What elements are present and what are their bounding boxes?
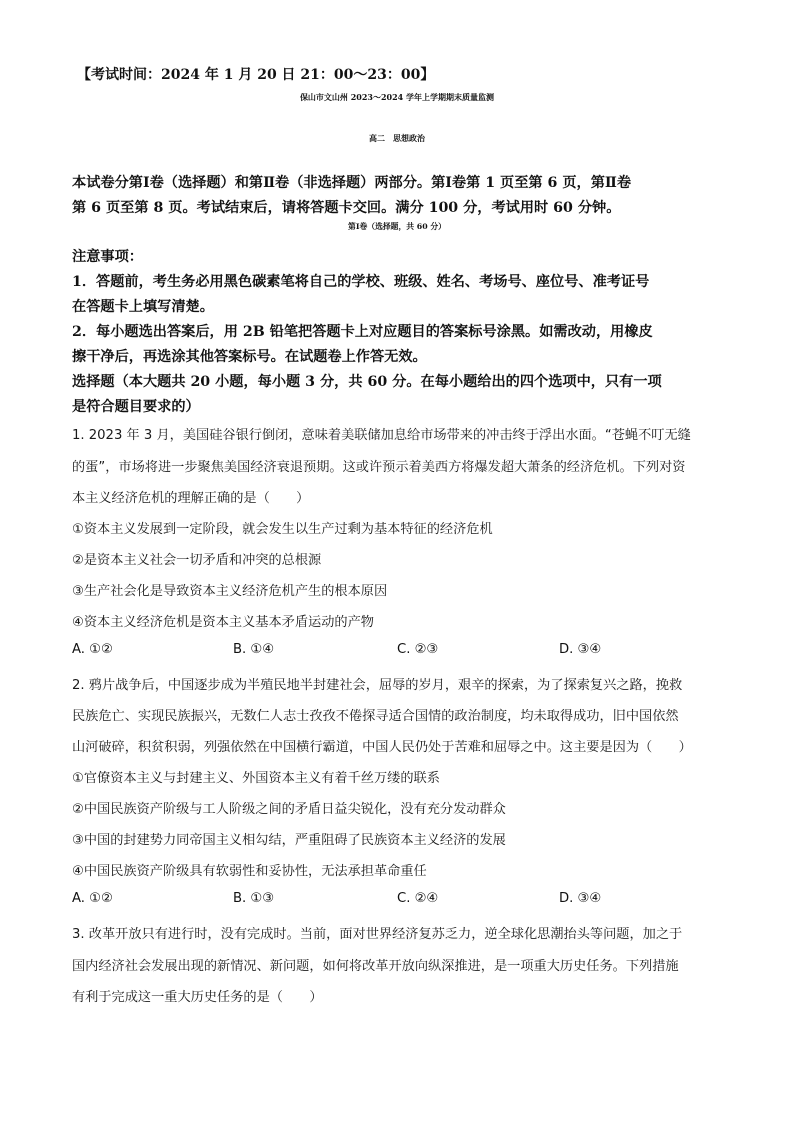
question-2-item-3: ③中国的封建势力同帝国主义相勾结，严重阻碍了民族资本主义经济的发展 [72, 833, 506, 848]
notes-heading: 注意事项： [72, 249, 143, 265]
section-title: 第Ⅰ卷（选择题，共 60 分） [348, 222, 446, 231]
question-1-option-c: C. ②③ [397, 642, 439, 657]
question-2-line-2: 民族危亡、实现民族振兴，无数仁人志士孜孜不倦探寻适合国情的政治制度，均未取得成功，旧中国依然 [72, 709, 679, 724]
question-2-item-1: ①官僚资本主义与封建主义、外国资本主义有着千丝万缕的联系 [72, 771, 440, 786]
instruction-line-1: 选择题（本大题共 20 小题，每小题 3 分，共 60 分。在每小题给出的四个选项中，只有一项 [72, 374, 662, 390]
question-1-line-2: 的蛋”，市场将进一步聚焦美国经济衰退预期。这或许预示着美西方将爆发超大萧条的经济危机。下列对资 [72, 460, 686, 475]
note-2-line-1: 2．每小题选出答案后，用 2B 铅笔把答题卡上对应题目的答案标号涂黑。如需改动，用橡皮 [72, 324, 653, 340]
question-1-line-3: 本主义经济危机的理解正确的是（ ） [72, 491, 310, 506]
question-1-item-3: ③生产社会化是导致资本主义经济危机产生的根本原因 [72, 584, 388, 599]
note-2-line-2: 擦干净后，再选涂其他答案标号。在试题卷上作答无效。 [72, 349, 427, 365]
question-2-line-3: 山河破碎，积贫积弱，列强依然在中国横行霸道，中国人民仍处于苦难和屈辱之中。这主要是因为（ ） [72, 740, 692, 755]
question-1-option-b: B. ①④ [233, 642, 275, 657]
question-2-item-4: ④中国民族资产阶级具有软弱性和妥协性，无法承担革命重任 [72, 864, 427, 879]
exam-time: 【考试时间：2024 年 1 月 20 日 21：00～23：00】 [77, 67, 435, 83]
question-1-option-d: D. ③④ [559, 642, 602, 657]
question-3-line-2: 国内经济社会发展出现的新情况、新问题，如何将改革开放向纵深推进，是一项重大历史任务。下列措施 [72, 959, 679, 974]
exam-subtitle: 高二 思想政治 [369, 133, 425, 143]
question-3-line-3: 有利于完成这一重大历史任务的是（ ） [72, 990, 323, 1005]
question-3-line-1: 3. 改革开放只有进行时，没有完成时。当前，面对世界经济复苏乏力，逆全球化思潮抬头等问题，加之于 [72, 927, 683, 942]
question-2-line-1: 2. 鸦片战争后，中国逐步成为半殖民地半封建社会，屈辱的岁月，艰辛的探索，为了探索复兴之路，挽救 [72, 678, 683, 693]
instruction-line-2: 是符合题目要求的） [72, 399, 200, 415]
note-1-line-2: 在答题卡上填写清楚。 [72, 299, 214, 315]
question-1-line-1: 1. 2023 年 3 月，美国硅谷银行倒闭，意味着美联储加息给市场带来的冲击终于浮出水面。“苍蝇不叮无缝 [72, 428, 691, 443]
question-1-option-a: A. ①② [72, 642, 113, 657]
question-1-item-1: ①资本主义发展到一定阶段，就会发生以生产过剩为基本特征的经济危机 [72, 522, 493, 537]
question-2-item-2: ②中国民族资产阶级与工人阶级之间的矛盾日益尖锐化，没有充分发动群众 [72, 802, 506, 817]
question-2-option-d: D. ③④ [559, 891, 602, 906]
question-1-item-2: ②是资本主义社会一切矛盾和冲突的总根源 [72, 553, 322, 568]
note-1-line-1: 1．答题前，考生务必用黑色碳素笔将自己的学校、班级、姓名、考场号、座位号、准考证号 [72, 274, 650, 290]
question-2-option-b: B. ①③ [233, 891, 275, 906]
exam-title: 保山市文山州 2023～2024 学年上学期期末质量监测 [299, 92, 495, 102]
intro-line-2: 第 6 页至第 8 页。考试结束后，请将答题卡交回。满分 100 分，考试用时 60 分钟。 [72, 200, 621, 216]
question-2-option-c: C. ②④ [397, 891, 439, 906]
intro-line-1: 本试卷分第Ⅰ卷（选择题）和第Ⅱ卷（非选择题）两部分。第Ⅰ卷第 1 页至第 6 页，第Ⅱ卷 [72, 175, 632, 191]
question-1-item-4: ④资本主义经济危机是资本主义基本矛盾运动的产物 [72, 615, 374, 630]
question-2-option-a: A. ①② [72, 891, 113, 906]
